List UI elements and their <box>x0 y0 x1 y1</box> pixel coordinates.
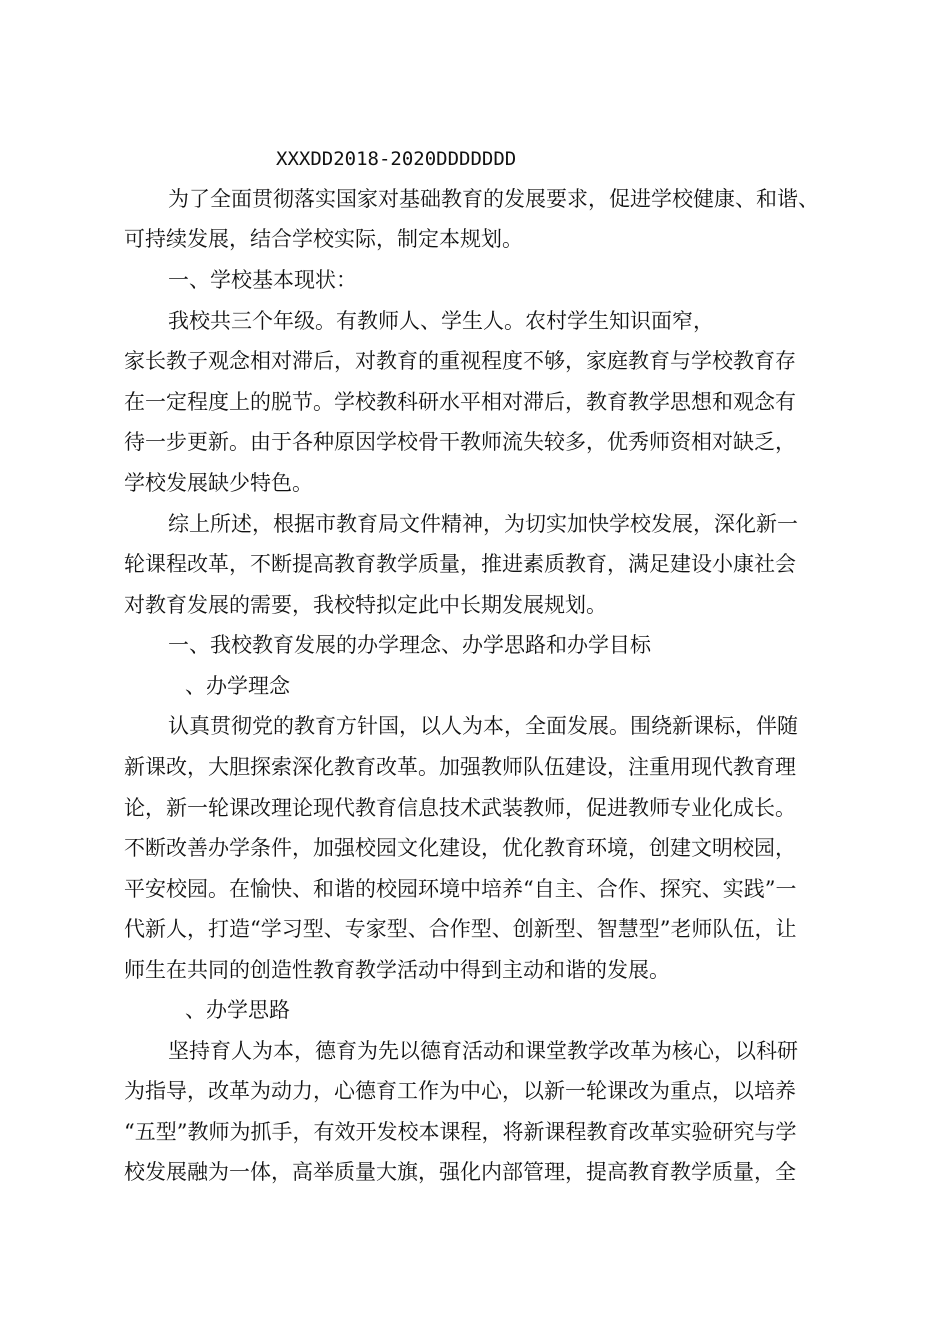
paragraph-line: 为指导，改革为动力，心德育工作为中心，以新一轮课改为重点，以培养 <box>124 1079 796 1103</box>
section-heading: 一、我校教育发展的办学理念、办学思路和办学目标 <box>168 633 651 657</box>
paragraph-line: 代新人，打造“学习型、专家型、合作型、创新型、智慧型”老师队伍，让 <box>124 917 797 941</box>
paragraph-line: 认真贯彻党的教育方针国，以人为本，全面发展。围绕新课标，伴随 <box>168 714 798 738</box>
paragraph-line: 为了全面贯彻落实国家对基础教育的发展要求，促进学校健康、和谐、 <box>168 187 819 211</box>
paragraph-line: 坚持育人为本，德育为先以德育活动和课堂教学改革为核心，以科研 <box>168 1039 798 1063</box>
paragraph-line: 可持续发展，结合学校实际，制定本规划。 <box>124 227 523 251</box>
paragraph-line: 校发展融为一体，高举质量大旗，强化内部管理，提高教育教学质量，全 <box>124 1160 796 1184</box>
paragraph-line: 不断改善办学条件，加强校园文化建设，优化教育环境，创建文明校园， <box>124 836 796 860</box>
paragraph-line: 家长教子观念相对滞后，对教育的重视程度不够，家庭教育与学校教育存 <box>124 349 796 373</box>
paragraph-line: 轮课程改革，不断提高教育教学质量，推进素质教育，满足建设小康社会 <box>124 552 796 576</box>
paragraph-line: 在一定程度上的脱节。学校教科研水平相对滞后，教育教学思想和观念有 <box>124 390 796 414</box>
document-title: XXXDD2018-2020DDDDDDD <box>276 148 517 170</box>
paragraph-line: “五型”教师为抓手，有效开发校本课程，将新课程教育改革实验研究与学 <box>124 1120 797 1144</box>
subsection-heading: 、办学理念 <box>185 674 290 698</box>
paragraph-line: 我校共三个年级。有教师人、学生人。农村学生知识面窄， <box>168 309 714 333</box>
subsection-heading: 、办学思路 <box>185 998 290 1022</box>
paragraph-line: 学校发展缺少特色。 <box>124 471 313 495</box>
paragraph-line: 对教育发展的需要，我校特拟定此中长期发展规划。 <box>124 593 607 617</box>
paragraph-line: 师生在共同的创造性教育教学活动中得到主动和谐的发展。 <box>124 958 670 982</box>
paragraph-line: 综上所述，根据市教育局文件精神，为切实加快学校发展，深化新一 <box>168 512 798 536</box>
paragraph-line: 新课改，大胆探索深化教育改革。加强教师队伍建设，注重用现代教育理 <box>124 755 796 779</box>
paragraph-line: 待一步更新。由于各种原因学校骨干教师流失较多，优秀师资相对缺乏， <box>124 430 796 454</box>
paragraph-line: 论，新一轮课改理论现代教育信息技术武装教师，促进教师专业化成长。 <box>124 796 796 820</box>
paragraph-line: 平安校园。在愉快、和谐的校园环境中培养“自主、合作、探究、实践”一 <box>124 877 797 901</box>
section-heading: 一、学校基本现状： <box>168 268 357 292</box>
